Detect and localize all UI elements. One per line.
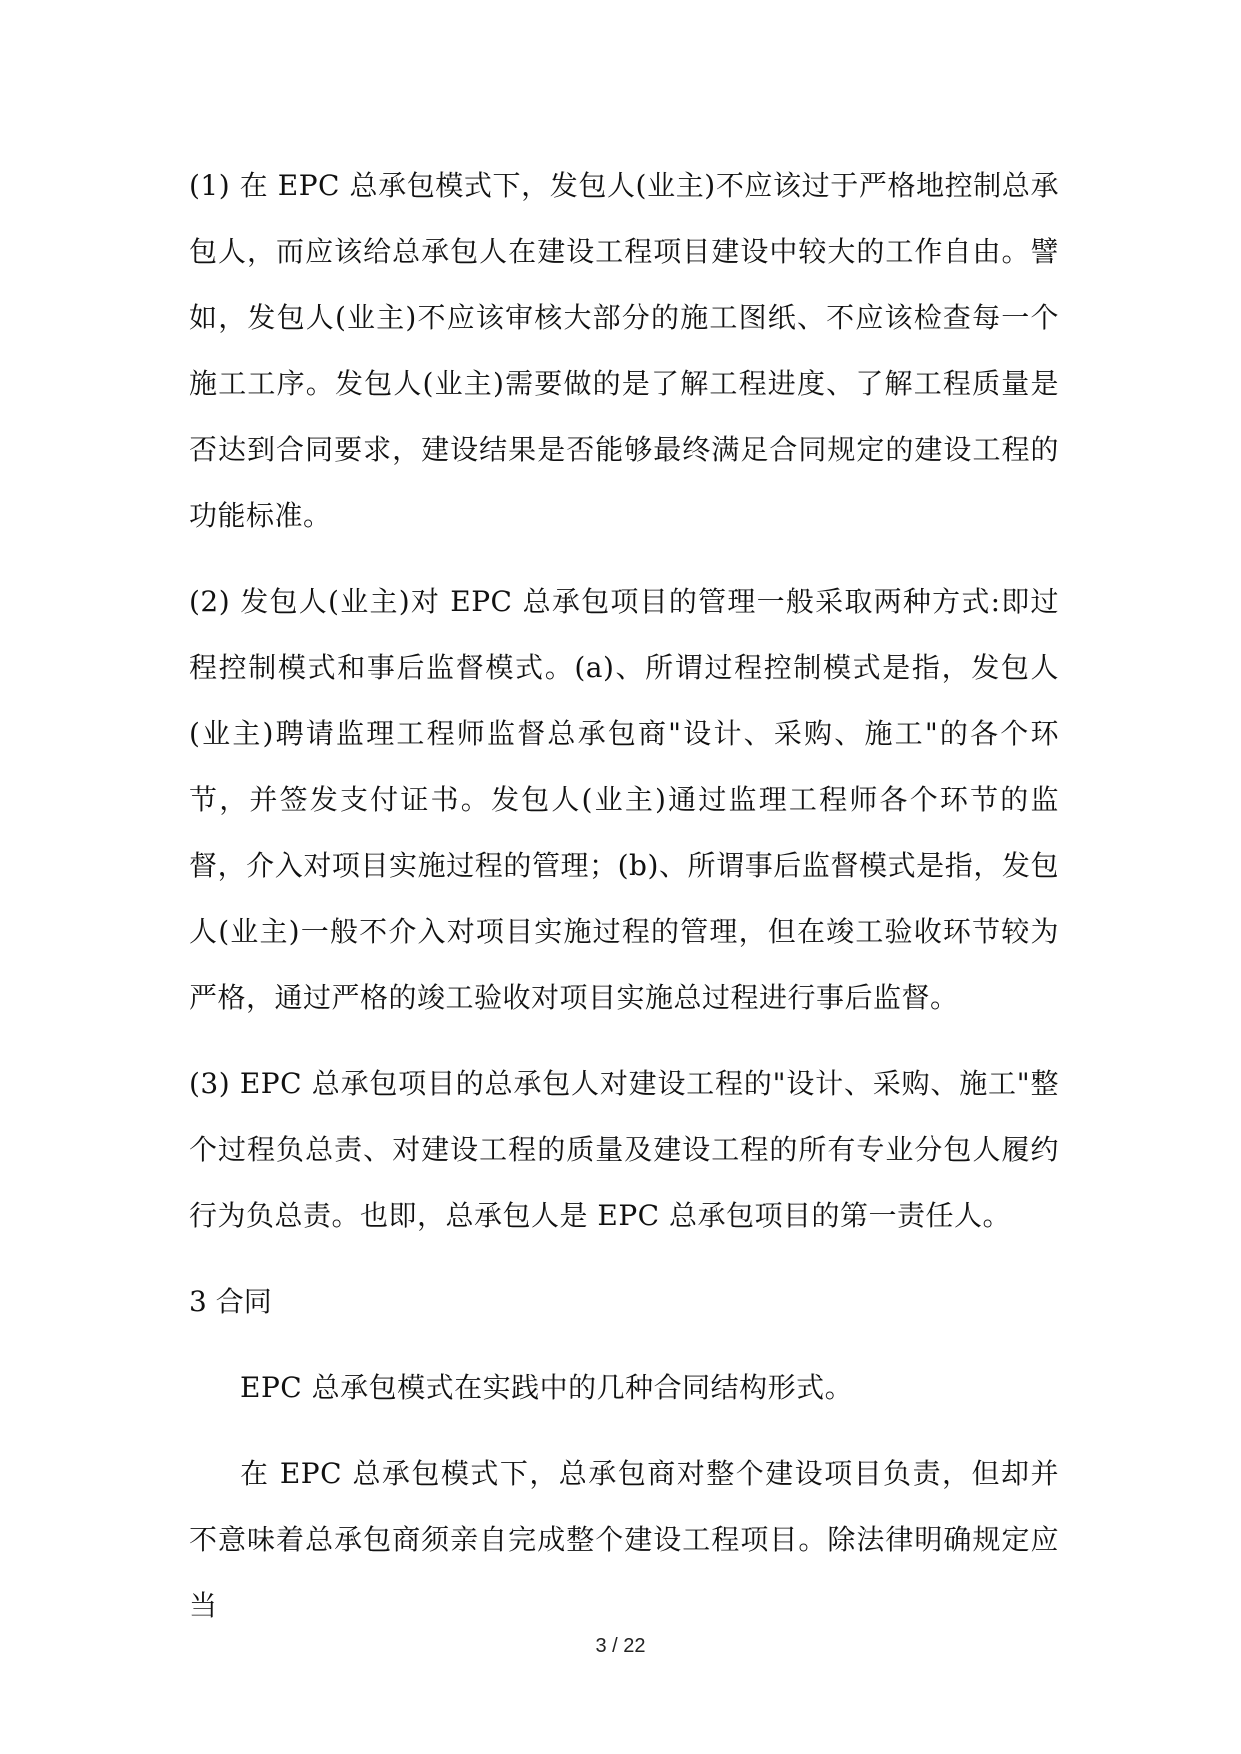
paragraph-5: 在 EPC 总承包模式下，总承包商对整个建设项目负责，但却并不意味着总承包商须亲自完成整个建设工程项目。除法律明确规定应当	[189, 1457, 1059, 1622]
paragraph-3: (3) EPC 总承包项目的总承包人对建设工程的"设计、采购、施工"整个过程负总责、对建设工程的质量及建设工程的所有专业分包人履约行为负总责。也即，总承包人是 EPC 总承包项目的第一责任人。	[189, 1067, 1059, 1232]
section-heading: 3 合同	[189, 1285, 272, 1318]
paragraph-4: EPC 总承包模式在实践中的几种合同结构形式。	[240, 1371, 854, 1404]
paragraph-2: (2) 发包人(业主)对 EPC 总承包项目的管理一般采取两种方式:即过程控制模式和事后监督模式。(a)、所谓过程控制模式是指，发包人(业主)聘请监理工程师监督总承包商"设计、采购、施工"的各个环节，并签发支付证书。发包人(业主)通过监理工程师各个环节的监督，介入对项目实施过程的管理；(b)、所谓事后监督模式是指，发包人(业主)一般不介入对项目实施过程的管理，但在竣工验收环节较为严格，通过严格的竣工验收对项目实施总过程进行事后监督。	[189, 585, 1059, 1014]
page-number: 3 / 22	[595, 1635, 646, 1657]
paragraph-1: (1) 在 EPC 总承包模式下，发包人(业主)不应该过于严格地控制总承包人，而应该给总承包人在建设工程项目建设中较大的工作自由。譬如，发包人(业主)不应该审核大部分的施工图纸、不应该检查每一个施工工序。发包人(业主)需要做的是了解工程进度、了解工程质量是否达到合同要求，建设结果是否能够最终满足合同规定的建设工程的功能标准。	[189, 169, 1059, 532]
document-body	[189, 153, 1059, 1639]
